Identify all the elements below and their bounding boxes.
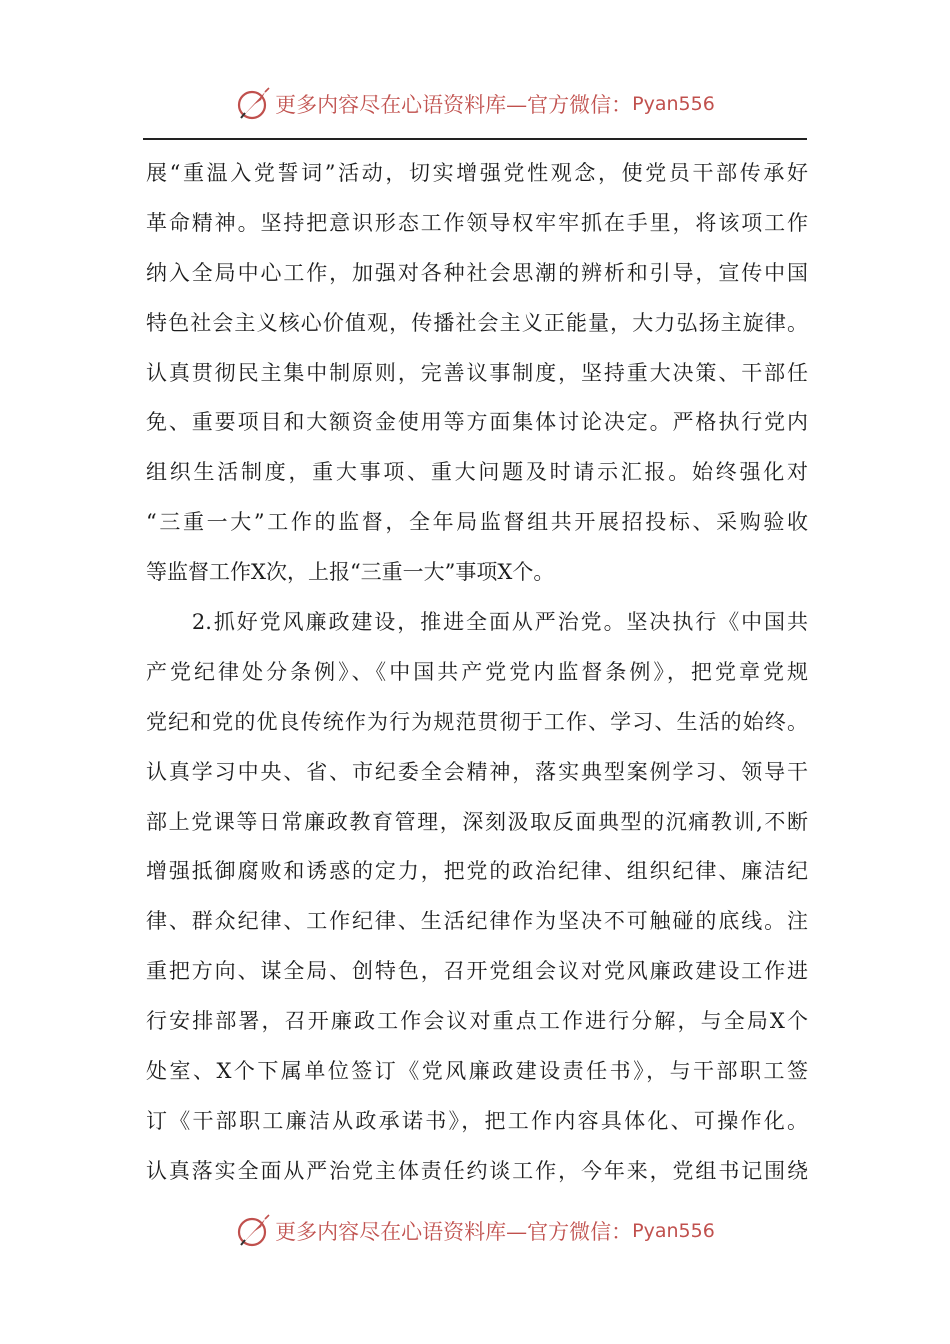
text-line: 革命精神。坚持把意识形态工作领导权牢牢抓在手里，将该项工作 [146,210,808,235]
header-watermark-banner [0,84,950,124]
text-line: 产党纪律处分条例》、《中国共产党党内监督条例》，把党章党规 [146,659,808,684]
text-line: 认真落实全面从严治党主体责任约谈工作，今年来，党组书记围绕 [146,1158,808,1183]
text-line: 行安排部署，召开廉政工作会议对重点工作进行分解，与全局X个 [146,1009,808,1034]
text-line: 党纪和党的优良传统作为行为规范贯彻于工作、学习、生活的始终。 [146,709,808,734]
footer-watermark-banner [0,1211,950,1251]
text-line: 认真贯彻民主集中制原则，完善议事制度，坚持重大决策、干部任 [146,360,808,385]
text-line: 等监督工作X次，上报“三重一大”事项X个。 [146,560,555,585]
text-line: 重把方向、谋全局、创特色，召开党组会议对党风廉政建设工作进 [146,959,808,984]
document-body [146,149,808,1197]
quill-logo-icon [235,1213,271,1249]
text-line: 部上党课等日常廉政教育管理，深刻汲取反面典型的沉痛教训,不断 [146,809,808,834]
footer-banner-text: 更多内容尽在心语资料库—官方微信： [275,1220,633,1244]
text-line: 订《干部职工廉洁从政承诺书》，把工作内容具体化、可操作化。 [146,1108,808,1133]
text-line: 律、群众纪律、工作纪律、生活纪律作为坚决不可触碰的底线。注 [146,909,808,934]
text-line: 增强抵御腐败和诱惑的定力，把党的政治纪律、组织纪律、廉洁纪 [146,859,808,884]
text-line: 2.抓好党风廉政建设，推进全面从严治党。坚决执行《中国共 [146,610,808,635]
header-wechat-id: Pyan556 [632,93,715,115]
header-rule [143,138,807,140]
text-line: “三重一大”工作的监督，全年局监督组共开展招投标、采购验收 [146,510,808,535]
text-line: 纳入全局中心工作，加强对各种社会思潮的辨析和引导，宣传中国 [146,260,808,285]
text-line: 免、重要项目和大额资金使用等方面集体讨论决定。严格执行党内 [146,410,808,435]
text-line: 处室、X个下属单位签订《党风廉政建设责任书》，与干部职工签 [146,1059,808,1084]
text-line: 组织生活制度，重大事项、重大问题及时请示汇报。始终强化对 [146,460,808,485]
text-line: 展“重温入党誓词”活动，切实增强党性观念，使党员干部传承好 [146,161,808,185]
quill-logo-icon [235,86,271,122]
text-line: 特色社会主义核心价值观，传播社会主义正能量，大力弘扬主旋律。 [146,310,808,335]
header-banner-text: 更多内容尽在心语资料库—官方微信： [275,93,633,117]
footer-wechat-id: Pyan556 [632,1220,715,1242]
text-line: 认真学习中央、省、市纪委全会精神，落实典型案例学习、领导干 [146,759,808,784]
